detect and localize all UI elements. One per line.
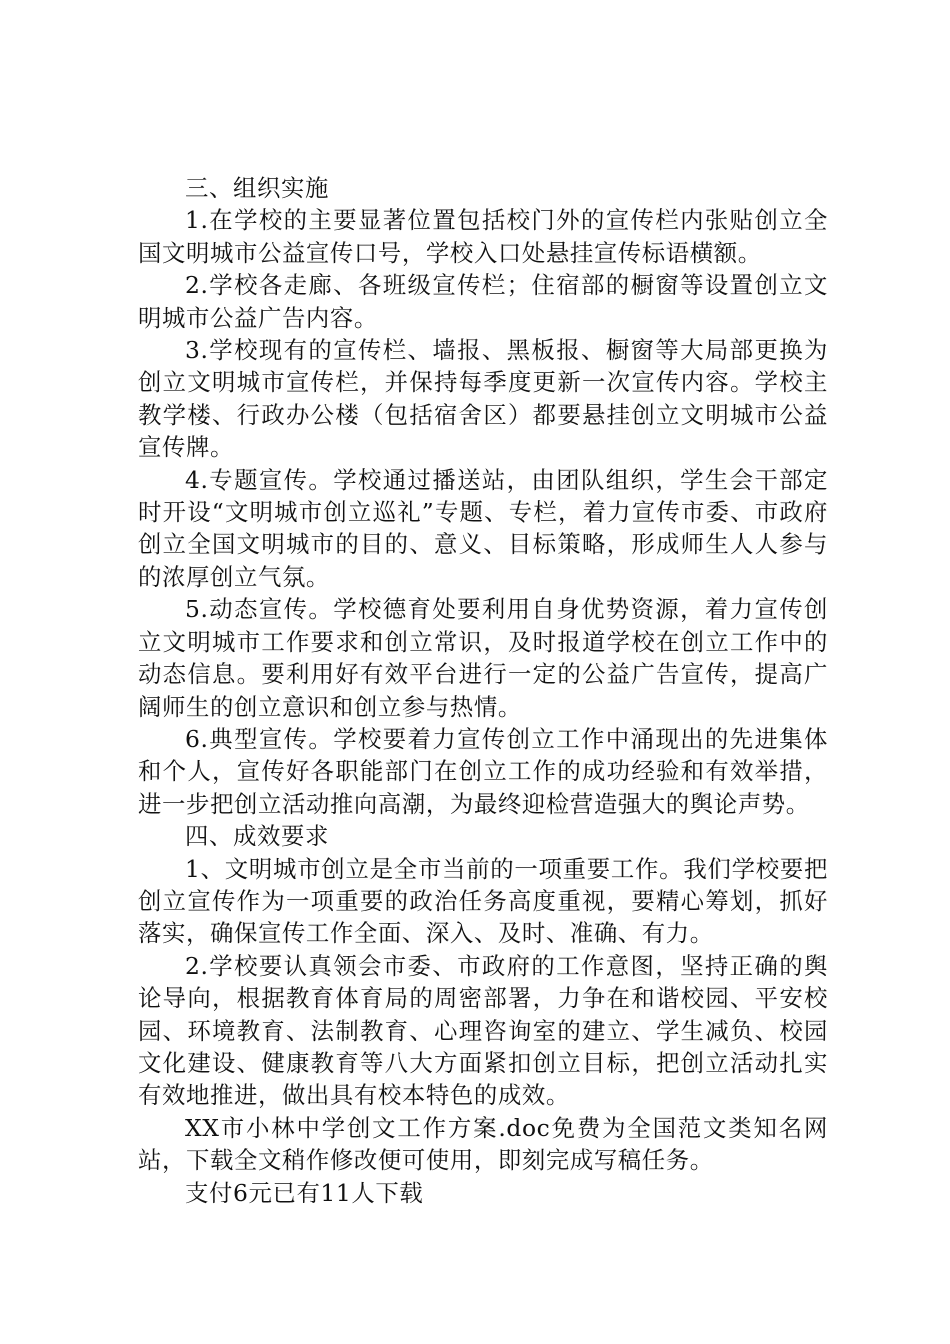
paragraph: 4.专题宣传。学校通过播送站，由团队组织，学生会干部定时开设“文明城市创立巡礼”专题、专栏，着力宣传市委、市政府创立全国文明城市的目的、意义、目标策略，形成师生人人参与的浓厚创立气氛。 bbox=[138, 465, 828, 591]
payment-info: 支付6元已有11人下载 bbox=[185, 1178, 424, 1207]
section-heading-implementation: 三、组织实施 bbox=[185, 174, 329, 202]
paragraph: 1.在学校的主要显著位置包括校门外的宣传栏内张贴创立全国文明城市公益宣传口号，学校入口处悬挂宣传标语横额。 bbox=[138, 206, 828, 267]
paragraph: 6.典型宣传。学校要着力宣传创立工作中涌现出的先进集体和个人，宣传好各职能部门在创立工作的成功经验和有效举措，进一步把创立活动推向高潮，为最终迎检营造强大的舆论声势。 bbox=[138, 724, 828, 818]
section-heading-requirements: 四、成效要求 bbox=[185, 822, 329, 851]
paragraph: 1、文明城市创立是全市当前的一项重要工作。我们学校要把创立宣传作为一项重要的政治任务高度重视，要精心筹划，抓好落实，确保宣传工作全面、深入、及时、准确、有力。 bbox=[138, 854, 828, 948]
download-notice: XX市小林中学创文工作方案.doc免费为全国范文类知名网站，下载全文稍作修改便可使用，即刻完成写稿任务。 bbox=[138, 1113, 828, 1175]
paragraph: 3.学校现有的宣传栏、墙报、黑板报、橱窗等大局部更换为创立文明城市宣传栏，并保持每季度更新一次宣传内容。学校主教学楼、行政办公楼（包括宿舍区）都要悬挂创立文明城市公益宣传牌。 bbox=[138, 336, 828, 462]
paragraph: 2.学校各走廊、各班级宣传栏；住宿部的橱窗等设置创立文明城市公益广告内容。 bbox=[138, 271, 828, 332]
document-body bbox=[138, 172, 828, 1209]
paragraph: 5.动态宣传。学校德育处要利用自身优势资源，着力宣传创立文明城市工作要求和创立常识，及时报道学校在创立工作中的动态信息。要利用好有效平台进行一定的公益广告宣传，提高广阔师生的创立意识和创立参与热情。 bbox=[138, 595, 828, 721]
paragraph: 2.学校要认真领会市委、市政府的工作意图，坚持正确的舆论导向，根据教育体育局的周密部署，力争在和谐校园、平安校园、环境教育、法制教育、心理咨询室的建立、学生减负、校园文化建设、健康教育等八大方面紧扣创立目标，把创立活动扎实有效地推进，做出具有校本特色的成效。 bbox=[138, 951, 828, 1110]
